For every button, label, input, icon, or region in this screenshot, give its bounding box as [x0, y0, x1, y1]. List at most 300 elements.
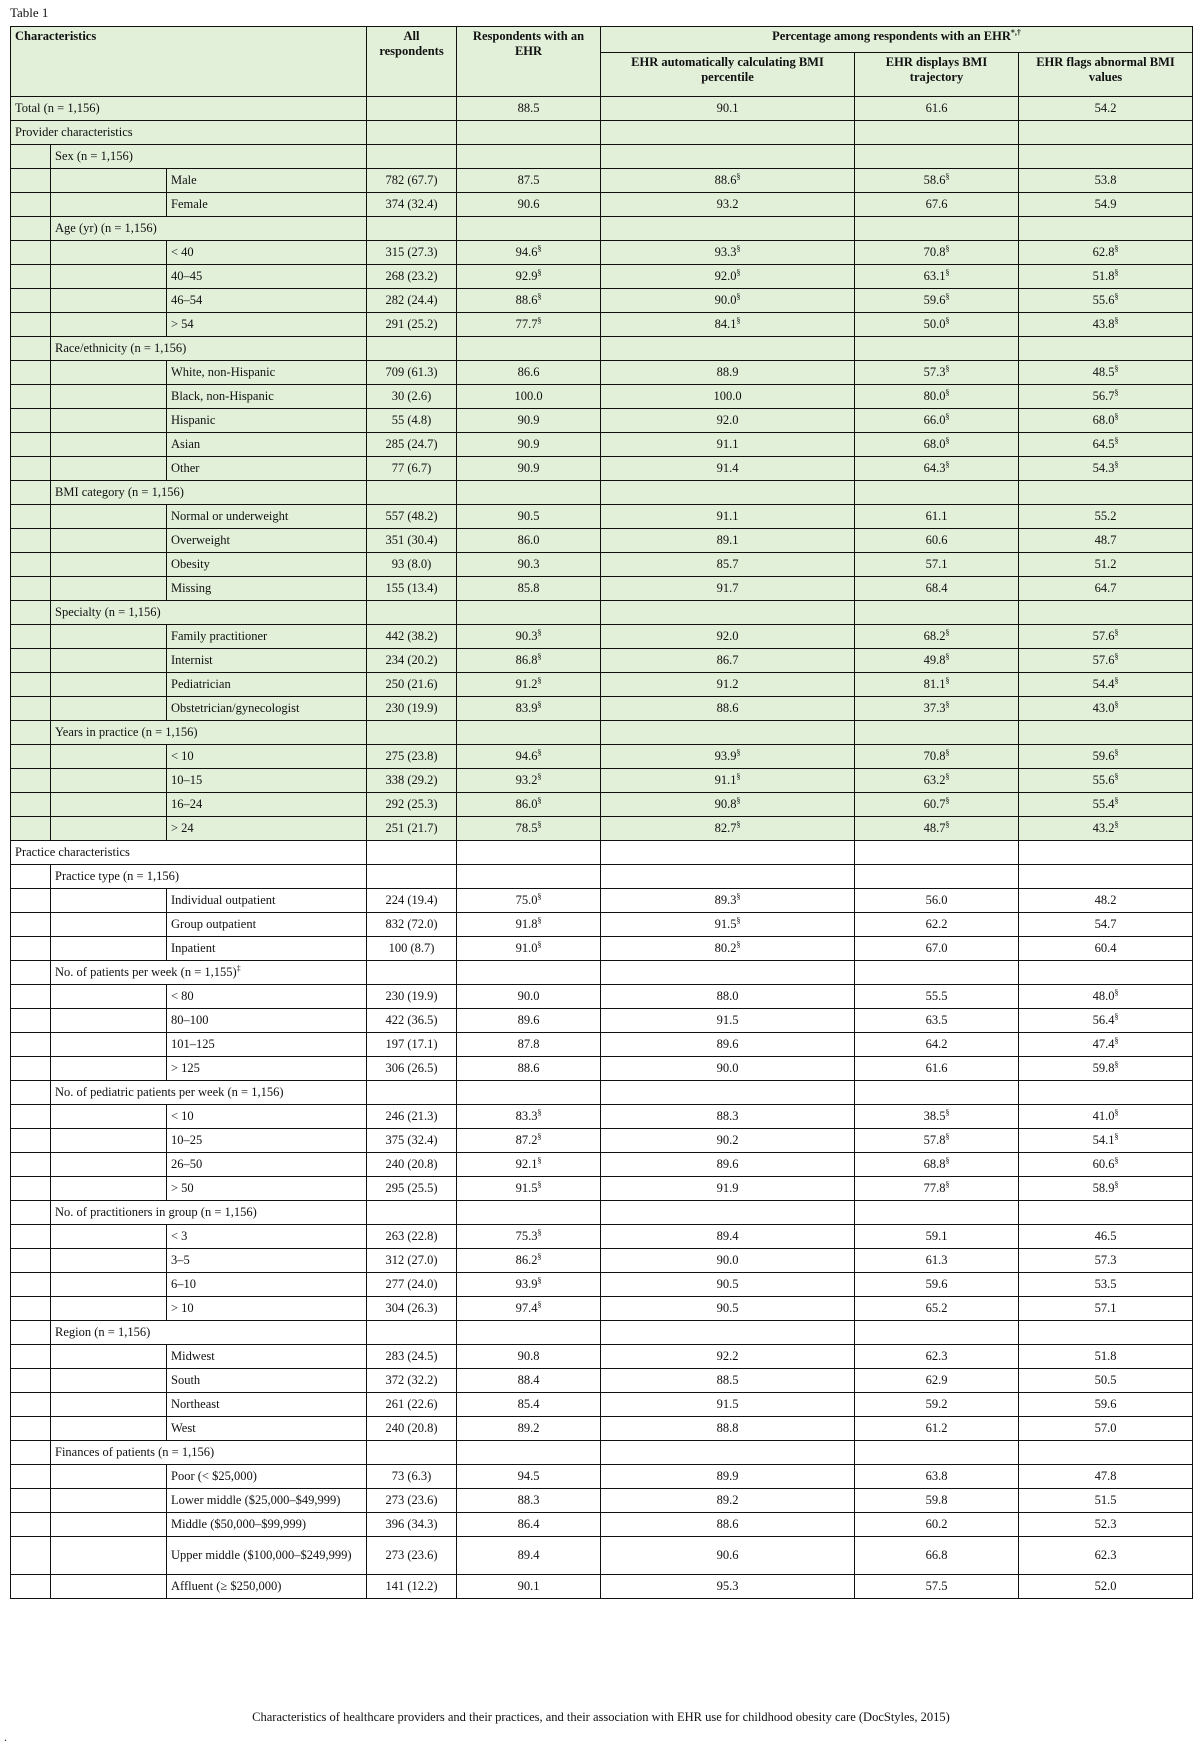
bmi-percentile-cell [601, 769, 855, 793]
bmi-percentile-cell-value: 90.5 [716, 1301, 739, 1315]
bmi-trajectory-cell [855, 1201, 1019, 1225]
table-row [11, 1393, 1193, 1417]
bmi-trajectory-cell-value: 80.0 [923, 389, 946, 403]
bmi-flags-cell [1019, 769, 1193, 793]
indent-cell [11, 625, 51, 649]
bmi-trajectory-cell-value: 66.0 [923, 413, 946, 427]
significance-marker: § [945, 1131, 950, 1141]
bmi-percentile-cell-value: 88.9 [716, 365, 739, 379]
section-row [11, 841, 1193, 865]
table-row [11, 793, 1193, 817]
row-label-text: South [171, 1373, 201, 1387]
row-label-text: West [171, 1421, 196, 1435]
indent-cell [51, 385, 167, 409]
bmi-percentile-cell-value: 91.5 [716, 1013, 739, 1027]
all-respondents-cell [367, 1489, 457, 1513]
bmi-trajectory-cell-value: 70.8 [923, 749, 946, 763]
bmi-trajectory-cell-value: 61.1 [925, 509, 948, 523]
table-row [11, 1249, 1193, 1273]
bmi-trajectory-cell-value: 61.2 [925, 1421, 948, 1435]
row-label [167, 673, 367, 697]
indent-cell [11, 361, 51, 385]
indent-cell [11, 481, 51, 505]
bmi-percentile-cell [601, 289, 855, 313]
all-respondents-cell [367, 1369, 457, 1393]
bmi-percentile-cell-value: 91.2 [716, 677, 739, 691]
footnote-marker: ‡ [236, 963, 241, 973]
ehr-respondents-cell [457, 841, 601, 865]
all-respondents-cell-value: 285 (24.7) [385, 437, 438, 451]
bmi-flags-cell [1019, 553, 1193, 577]
bmi-flags-cell [1019, 961, 1193, 985]
all-respondents-cell [367, 553, 457, 577]
bmi-percentile-cell [601, 385, 855, 409]
all-respondents-cell [367, 1105, 457, 1129]
significance-marker: § [537, 1227, 542, 1237]
ehr-respondents-cell-value: 90.9 [517, 437, 540, 451]
bmi-flags-cell-value: 55.6 [1092, 293, 1115, 307]
bmi-percentile-cell-value: 88.8 [716, 1421, 739, 1435]
row-label-text: Lower middle ($25,000–$49,999) [171, 1493, 341, 1507]
row-label-text: > 10 [171, 1301, 194, 1315]
all-respondents-cell-value: 273 (23.6) [385, 1548, 438, 1562]
row-label-text: Region (n = 1,156) [55, 1325, 151, 1339]
all-respondents-cell [367, 1081, 457, 1105]
indent-cell [11, 1249, 51, 1273]
bmi-percentile-cell-value: 89.9 [716, 1469, 739, 1483]
bmi-trajectory-cell [855, 1321, 1019, 1345]
table-row [11, 1297, 1193, 1321]
bmi-percentile-cell [601, 145, 855, 169]
row-label-text: > 24 [171, 821, 194, 835]
bmi-percentile-cell-value: 85.7 [716, 557, 739, 571]
ehr-respondents-cell-value: 91.5 [515, 1181, 538, 1195]
bmi-percentile-cell [601, 217, 855, 241]
ehr-respondents-cell [457, 241, 601, 265]
row-label [167, 1393, 367, 1417]
bmi-percentile-cell [601, 793, 855, 817]
indent-cell [51, 817, 167, 841]
ehr-respondents-cell [457, 745, 601, 769]
significance-marker: § [945, 171, 950, 181]
ehr-respondents-cell [457, 1081, 601, 1105]
indent-cell [11, 937, 51, 961]
ehr-respondents-cell-value: 94.6 [515, 749, 538, 763]
bmi-trajectory-cell-value: 56.0 [925, 893, 948, 907]
bmi-percentile-cell [601, 1489, 855, 1513]
bmi-trajectory-cell [855, 1153, 1019, 1177]
bmi-trajectory-cell [855, 1513, 1019, 1537]
bmi-trajectory-cell-value: 59.8 [925, 1493, 948, 1507]
row-label-text: Pediatrician [171, 677, 231, 691]
bmi-percentile-cell [601, 1105, 855, 1129]
ehr-respondents-cell-value: 86.2 [515, 1253, 538, 1267]
indent-cell [11, 985, 51, 1009]
bmi-flags-cell-value: 59.6 [1092, 749, 1115, 763]
bmi-trajectory-cell-value: 60.6 [925, 533, 948, 547]
significance-marker: § [945, 363, 950, 373]
indent-cell [51, 433, 167, 457]
significance-marker: § [945, 1179, 950, 1189]
ehr-respondents-cell [457, 1321, 601, 1345]
bmi-trajectory-cell [855, 1009, 1019, 1033]
row-label [167, 1465, 367, 1489]
significance-marker: § [945, 795, 950, 805]
bmi-flags-cell [1019, 1441, 1193, 1465]
ehr-respondents-cell-value: 90.3 [517, 557, 540, 571]
row-label [51, 865, 367, 889]
table-row [11, 889, 1193, 913]
indent-cell [51, 769, 167, 793]
section-row [11, 97, 1193, 121]
significance-marker: § [1114, 267, 1119, 277]
bmi-flags-cell-value: 54.7 [1094, 917, 1117, 931]
bmi-trajectory-cell-value: 61.6 [925, 1061, 948, 1075]
bmi-percentile-cell [601, 241, 855, 265]
all-respondents-cell [367, 1297, 457, 1321]
row-label [167, 313, 367, 337]
indent-cell [11, 1225, 51, 1249]
bmi-flags-cell-value: 47.4 [1092, 1037, 1115, 1051]
bmi-percentile-cell [601, 1393, 855, 1417]
row-label [51, 1081, 367, 1105]
indent-cell [51, 1105, 167, 1129]
indent-cell [11, 793, 51, 817]
bmi-flags-cell-value: 54.1 [1092, 1133, 1115, 1147]
all-respondents-cell-value: 351 (30.4) [385, 533, 438, 547]
indent-cell [11, 193, 51, 217]
subgroup-row [11, 217, 1193, 241]
row-label [167, 1417, 367, 1441]
indent-cell [11, 577, 51, 601]
row-label-text: Asian [171, 437, 201, 451]
indent-cell [51, 193, 167, 217]
indent-cell [51, 673, 167, 697]
subgroup-row [11, 865, 1193, 889]
bmi-percentile-cell [601, 505, 855, 529]
ehr-respondents-cell-value: 86.6 [517, 365, 540, 379]
significance-marker: § [537, 819, 542, 829]
ehr-respondents-cell-value: 97.4 [515, 1301, 538, 1315]
indent-cell [11, 1369, 51, 1393]
bmi-percentile-cell [601, 553, 855, 577]
table-row [11, 457, 1193, 481]
bmi-trajectory-cell [855, 361, 1019, 385]
indent-cell [51, 265, 167, 289]
table-row [11, 1513, 1193, 1537]
ehr-respondents-cell-value: 87.5 [517, 173, 540, 187]
bmi-percentile-cell-value: 95.3 [716, 1579, 739, 1593]
bmi-trajectory-cell [855, 505, 1019, 529]
bmi-flags-cell-value: 55.6 [1092, 773, 1115, 787]
significance-marker: § [537, 1251, 542, 1261]
row-label-text: Practice type (n = 1,156) [55, 869, 180, 883]
indent-cell [11, 409, 51, 433]
all-respondents-cell-value: 304 (26.3) [385, 1301, 438, 1315]
row-label [167, 1249, 367, 1273]
row-label [167, 577, 367, 601]
bmi-flags-cell-value: 64.5 [1092, 437, 1115, 451]
bmi-trajectory-cell [855, 1575, 1019, 1599]
bmi-flags-cell-value: 57.6 [1092, 629, 1115, 643]
bmi-percentile-cell [601, 361, 855, 385]
row-label-text: 6–10 [171, 1277, 196, 1291]
table-row [11, 505, 1193, 529]
all-respondents-cell [367, 385, 457, 409]
significance-marker: § [537, 1155, 542, 1165]
ehr-respondents-cell-value: 91.8 [515, 917, 538, 931]
row-label-text: 40–45 [171, 269, 203, 283]
significance-marker: § [945, 291, 950, 301]
bmi-flags-cell-value: 54.2 [1094, 101, 1117, 115]
indent-cell [11, 697, 51, 721]
indent-cell [51, 505, 167, 529]
indent-cell [11, 313, 51, 337]
bmi-flags-cell-value: 51.2 [1094, 557, 1117, 571]
all-respondents-cell [367, 121, 457, 145]
row-label [167, 289, 367, 313]
bmi-trajectory-cell [855, 1465, 1019, 1489]
subgroup-row [11, 1081, 1193, 1105]
bmi-percentile-cell [601, 1033, 855, 1057]
bmi-percentile-cell [601, 265, 855, 289]
bmi-percentile-cell-value: 88.5 [716, 1373, 739, 1387]
ehr-respondents-cell [457, 313, 601, 337]
bmi-flags-cell-value: 47.8 [1094, 1469, 1117, 1483]
table-row [11, 745, 1193, 769]
all-respondents-cell [367, 265, 457, 289]
bmi-percentile-cell-value: 90.0 [714, 293, 737, 307]
all-respondents-cell [367, 577, 457, 601]
bmi-trajectory-cell-value: 59.6 [923, 293, 946, 307]
significance-marker: § [1114, 675, 1119, 685]
subgroup-row [11, 1441, 1193, 1465]
bmi-flags-cell-value: 51.8 [1092, 269, 1115, 283]
bmi-flags-cell [1019, 265, 1193, 289]
significance-marker: § [945, 1107, 950, 1117]
indent-cell [11, 289, 51, 313]
bmi-trajectory-cell-value: 59.6 [925, 1277, 948, 1291]
significance-marker: § [537, 315, 542, 325]
row-label [167, 241, 367, 265]
row-label [51, 1321, 367, 1345]
indent-cell [51, 793, 167, 817]
all-respondents-cell [367, 457, 457, 481]
ehr-respondents-cell-value: 90.6 [517, 197, 540, 211]
data-table [10, 26, 1193, 1599]
ehr-respondents-cell-value: 100.0 [514, 389, 543, 403]
bmi-percentile-cell [601, 1369, 855, 1393]
ehr-respondents-cell [457, 1441, 601, 1465]
bmi-flags-cell [1019, 1129, 1193, 1153]
ehr-respondents-cell-value: 90.3 [515, 629, 538, 643]
bmi-trajectory-cell [855, 1345, 1019, 1369]
table-row [11, 313, 1193, 337]
table-row [11, 385, 1193, 409]
bmi-trajectory-cell-value: 57.1 [925, 557, 948, 571]
bmi-flags-cell [1019, 1153, 1193, 1177]
bmi-percentile-cell-value: 91.9 [716, 1181, 739, 1195]
all-respondents-cell [367, 985, 457, 1009]
bmi-trajectory-cell-value: 64.3 [923, 461, 946, 475]
significance-marker: § [945, 411, 950, 421]
row-label-text: Finances of patients (n = 1,156) [55, 1445, 215, 1459]
ehr-respondents-cell [457, 169, 601, 193]
bmi-trajectory-cell-value: 58.6 [923, 173, 946, 187]
table-row [11, 361, 1193, 385]
significance-marker: § [945, 651, 950, 661]
row-label-text: Age (yr) (n = 1,156) [55, 221, 157, 235]
table-body [11, 97, 1193, 1599]
bmi-flags-cell-value: 53.8 [1094, 173, 1117, 187]
ehr-respondents-cell-value: 88.5 [517, 101, 540, 115]
all-respondents-cell-value: 30 (2.6) [391, 389, 432, 403]
all-respondents-cell-value: 282 (24.4) [385, 293, 438, 307]
ehr-respondents-cell [457, 1201, 601, 1225]
header-characteristics: Characteristics [11, 27, 367, 97]
bmi-percentile-cell-value: 89.1 [716, 533, 739, 547]
bmi-percentile-cell [601, 1177, 855, 1201]
bmi-percentile-cell [601, 841, 855, 865]
bmi-trajectory-cell [855, 1225, 1019, 1249]
all-respondents-cell [367, 1575, 457, 1599]
ehr-respondents-cell [457, 1513, 601, 1537]
bmi-flags-cell [1019, 1177, 1193, 1201]
row-label [167, 937, 367, 961]
ehr-respondents-cell [457, 409, 601, 433]
bmi-trajectory-cell-value: 70.8 [923, 245, 946, 259]
all-respondents-cell-value: 224 (19.4) [385, 893, 438, 907]
indent-cell [51, 1225, 167, 1249]
indent-cell [11, 433, 51, 457]
indent-cell [51, 1393, 167, 1417]
bmi-flags-cell-value: 48.7 [1094, 533, 1117, 547]
row-label-text: Other [171, 461, 200, 475]
bmi-flags-cell [1019, 1393, 1193, 1417]
indent-cell [51, 529, 167, 553]
table-label: Table 1 [10, 5, 49, 20]
ehr-respondents-cell [457, 625, 601, 649]
bmi-trajectory-cell [855, 697, 1019, 721]
bmi-trajectory-cell-value: 62.9 [925, 1373, 948, 1387]
indent-cell [51, 457, 167, 481]
row-label-text: Total (n = 1,156) [15, 101, 100, 115]
subgroup-row [11, 601, 1193, 625]
all-respondents-cell [367, 1249, 457, 1273]
row-label [167, 1369, 367, 1393]
bmi-trajectory-cell [855, 1105, 1019, 1129]
header-bmi-flags: EHR flags abnormal BMI values [1019, 53, 1193, 97]
table-row [11, 265, 1193, 289]
all-respondents-cell [367, 145, 457, 169]
bmi-flags-cell [1019, 385, 1193, 409]
significance-marker: § [736, 267, 741, 277]
indent-cell [11, 1177, 51, 1201]
all-respondents-cell-value: 374 (32.4) [385, 197, 438, 211]
all-respondents-cell [367, 409, 457, 433]
bmi-percentile-cell-value: 93.9 [714, 749, 737, 763]
bmi-trajectory-cell-value: 63.1 [923, 269, 946, 283]
significance-marker: § [945, 435, 950, 445]
significance-marker: § [1114, 771, 1119, 781]
indent-cell [51, 1153, 167, 1177]
bmi-percentile-cell [601, 1249, 855, 1273]
bmi-flags-cell [1019, 601, 1193, 625]
significance-marker: § [1114, 651, 1119, 661]
significance-marker: § [736, 795, 741, 805]
table-row [11, 1417, 1193, 1441]
indent-cell [51, 1513, 167, 1537]
table-row [11, 1153, 1193, 1177]
bmi-flags-cell [1019, 745, 1193, 769]
table-row [11, 1575, 1193, 1599]
all-respondents-cell [367, 1201, 457, 1225]
ehr-respondents-cell [457, 1153, 601, 1177]
bmi-percentile-cell-value: 92.0 [716, 413, 739, 427]
ehr-respondents-cell-value: 90.0 [517, 989, 540, 1003]
all-respondents-cell-value: 283 (24.5) [385, 1349, 438, 1363]
ehr-respondents-cell [457, 1575, 601, 1599]
significance-marker: § [537, 699, 542, 709]
ehr-respondents-cell-value: 90.1 [517, 1579, 540, 1593]
ehr-respondents-cell [457, 121, 601, 145]
all-respondents-cell [367, 1345, 457, 1369]
ehr-respondents-cell [457, 337, 601, 361]
bmi-trajectory-cell-value: 61.3 [925, 1253, 948, 1267]
bmi-percentile-cell [601, 1575, 855, 1599]
bmi-trajectory-cell-value: 65.2 [925, 1301, 948, 1315]
all-respondents-cell [367, 1225, 457, 1249]
bmi-percentile-cell [601, 673, 855, 697]
all-respondents-cell [367, 769, 457, 793]
significance-marker: § [1114, 1107, 1119, 1117]
all-respondents-cell [367, 673, 457, 697]
bmi-flags-cell-value: 51.5 [1094, 1493, 1117, 1507]
ehr-respondents-cell-value: 88.6 [515, 293, 538, 307]
bmi-trajectory-cell-value: 63.8 [925, 1469, 948, 1483]
table-row [11, 433, 1193, 457]
table-row [11, 1273, 1193, 1297]
ehr-respondents-cell [457, 673, 601, 697]
all-respondents-cell-value: 250 (21.6) [385, 677, 438, 691]
ehr-respondents-cell [457, 1345, 601, 1369]
ehr-respondents-cell [457, 1465, 601, 1489]
row-label-text: 3–5 [171, 1253, 190, 1267]
bmi-flags-cell [1019, 841, 1193, 865]
bmi-flags-cell-value: 62.8 [1092, 245, 1115, 259]
bmi-trajectory-cell [855, 745, 1019, 769]
significance-marker: § [537, 771, 542, 781]
significance-marker: § [945, 1155, 950, 1165]
indent-cell [11, 1537, 51, 1575]
bmi-flags-cell-value: 43.8 [1092, 317, 1115, 331]
bmi-percentile-cell-value: 91.5 [714, 917, 737, 931]
indent-cell [51, 1345, 167, 1369]
ehr-respondents-cell [457, 1009, 601, 1033]
significance-marker: § [537, 795, 542, 805]
all-respondents-cell-value: 442 (38.2) [385, 629, 438, 643]
bmi-percentile-cell-value: 88.3 [716, 1109, 739, 1123]
indent-cell [11, 265, 51, 289]
table-row [11, 1177, 1193, 1201]
bmi-percentile-cell [601, 577, 855, 601]
bmi-flags-cell [1019, 793, 1193, 817]
all-respondents-cell [367, 1177, 457, 1201]
all-respondents-cell [367, 937, 457, 961]
bmi-flags-cell [1019, 1513, 1193, 1537]
ehr-respondents-cell-value: 85.4 [517, 1397, 540, 1411]
subgroup-row [11, 337, 1193, 361]
